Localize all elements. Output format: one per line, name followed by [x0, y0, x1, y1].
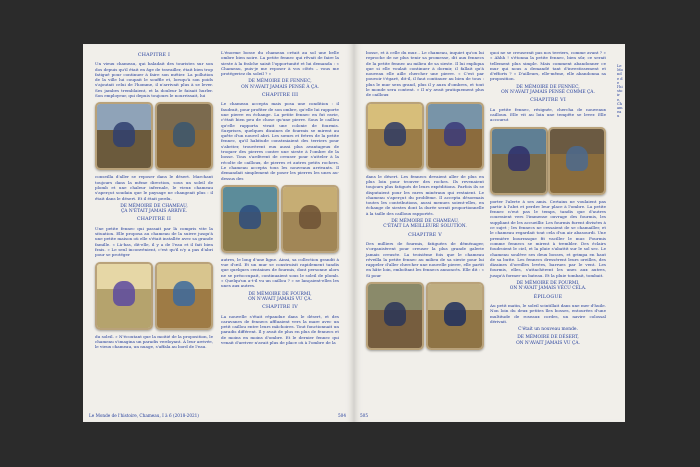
refrain-line: ON N'AVAIT JAMAIS PENSÉ À ÇA. — [241, 84, 319, 90]
refrain-line: DE MÉMOIRE DE FOURMI, — [516, 281, 580, 287]
plate-figure — [566, 146, 588, 170]
chapter-heading: CHAPITRE V — [408, 232, 442, 238]
running-footer: Le Monde de l'histoire, Chameau, I à 6 (2018-2021) — [89, 413, 199, 418]
illustration-plate — [548, 127, 606, 195]
page-number: 505 — [360, 413, 368, 418]
refrain-line: C'ÉTAIT LA MEILLEURE SOLUTION. — [383, 224, 467, 230]
refrain-line: DE MÉMOIRE DE FENNEC, — [516, 84, 580, 90]
refrain-line: DE MÉMOIRE DE CHAMEAU, — [391, 219, 459, 225]
chapter-heading: CHAPITRE III — [261, 93, 299, 99]
refrain — [95, 204, 213, 215]
paragraph: La petite fennec, résignée, chercha de nouveaux cailloux. Elle vit au loin une tempête se lever. Elle accourut — [490, 106, 606, 123]
plate-figure — [508, 146, 530, 170]
left-page — [83, 44, 354, 422]
refrain — [366, 219, 484, 230]
refrain — [490, 335, 606, 346]
paragraph: dans le désert. Les fennecs devaient aller de plus en plus loin pour trouver des roches. Ils revenaient toujours plus fatigués de leurs expéditions. Parfois ils se disputaient pour les rares minéraux qui restaient. Le chameau s'aperçut du problème. Il accepta désormais toutes les contributions, aussi menues soient-elles, en échange de siestes dont la durée serait proportionnelle à la taille des cailloux rapportés. — [366, 173, 484, 216]
paragraph: conseilla d'aller se reposer dans le désert. Marchant toujours dans la même direction, sous un soleil de plomb et une chaleur infernale, le vieux chameau s'aperçut soudain que le paysage ne changeait plus : il était dans le désert. Et il était perdu. — [95, 174, 213, 201]
illustration-row — [490, 127, 606, 195]
plate-figure — [113, 122, 135, 146]
chapter-heading: CHAPITRE II — [136, 217, 172, 223]
plate-figure — [113, 281, 135, 305]
plate-figure — [384, 302, 406, 326]
left-column-2 — [221, 50, 339, 346]
refrain — [221, 292, 339, 303]
refrain-line: ON N'AVAIT JAMAIS VU ÇA. — [516, 340, 580, 346]
plate-figure — [173, 122, 195, 146]
right-page — [354, 44, 625, 422]
refrain-line: DE MÉMOIRE DE DÉSERT, — [517, 335, 579, 341]
illustration-plate — [426, 282, 484, 350]
refrain-line: ON N'AVAIT JAMAIS VÉCU CELA. — [509, 286, 587, 292]
paragraph: porter l'alerte à ses amis. Certains ne voulaient pas partir à l'abri et perdre leur place à l'ombre. La petite fennec n'eut pas le temps, tandis que d'autres courraient vers l'immense ouvrage des fourmis, les suppliant de les accueillir. Les fourmis furent divisées à ce sujet ; les fennecs ne cessaient de se chamailler, et le chameau regardait tout cela d'un air abasourdi. Une première bourrasque fit vaciller le mur. Fourmis comme fennecs se mirent à trembler. Des éclairs foudroient le ciel, et la pluie s'abattit sur le sol sec. Le chameau soulève ses deux bosses, et grimpa en haut de sa butte. Les fennecs dressèrent leurs oreilles, des dizaines d'oreilles levées, barrues par le vent. Les fourmis, elles, s'attachèrent les unes aux autres, jusqu'à former un bateau. Et la pluie tombait, tombait. — [490, 198, 606, 278]
illustration-row — [95, 262, 213, 330]
illustration-plate — [426, 102, 484, 170]
paragraph: Des milliers de fourmis, fatiguées de déménager, s'organisèrent pour creuser la plus grande galerie jamais creusée. La troisième fois que le chameau réveilla la petite fennec au milieu de sa sieste pour lui rappeler d'aller chercher une nouvelle pierre, elle partit en hâte loin, emboîtant les fennecs annoncés. Elle dit : « Si pour — [366, 240, 484, 278]
chapter-heading: ÉPILOGUE — [533, 294, 563, 300]
paragraph: autres, le long d'une ligne. Ainsi, sa collection grandit à vue d'œil. Et un mur se construisit rapidement tandis que quelques centaines de fourmis, dont personne alors ne se préoccupait, continuaient sous le soleil de plomb. « Quelqu'un a-t-il vu un caillou ? » se lançaient-elles les unes aux autres. — [221, 256, 339, 289]
paragraph: Un vieux chameau, qui baladait des touristes sur son dos depuis qu'il était en âge de travailler, était bien trop fatigué pour continuer à faire son métier. La pollution de la ville lui coupait le souffle et, lorsqu'à son poids s'ajoutait celui de l'homme, il n'arrivait plus à se lever. Ses jambes tremblaient, et la douleur le faisait hurler. Son employeur, qui depuis toujours le nourrissait, lui — [95, 61, 213, 99]
refrain-line: ÇA N'ÉTAIT JAMAIS ARRIVÉ. — [120, 209, 188, 215]
plate-figure — [173, 281, 195, 305]
illustration-plate — [366, 102, 424, 170]
illustration-row — [221, 185, 339, 253]
refrain-line: DE MÉMOIRE DE FOURMI, — [248, 291, 312, 297]
illustration-plate — [490, 127, 548, 195]
illustration-plate — [155, 262, 213, 330]
paragraph: bosse, et à celle du mur... Le chameau, inquiet qu'on lui reproche de ne plus tenir sa promesse, dit aux fennecs de la petite fennec au milieu de sa sieste. Il lui expliqua que si elle voulait continuer à dormir, il fallait qu'à nouveau elle aille chercher une pierre. « C'est par pouvoir t'égaré, dit-il, il faut continuer au bien de tous : plus le mur sera grand, plus il y aura d'ombres, et tout le monde sera content. » Il n'y avait pratiquement plus de cailloux — [366, 50, 484, 98]
plate-figure — [444, 302, 466, 326]
paragraph: La nouvelle s'était répandue dans le désert, et des caravanes de fennecs affluaient vers la mare avec un petit caillou entre leurs mâchoires. Tout fonctionnait un paradis différent. Il y avait de plus en plus de fennecs et de moins en moins d'ombre. Et le dernier fennec qui venait d'arriver n'avait plus de place où à l'ombre de la — [221, 313, 339, 345]
refrain-line: DE MÉMOIRE DE FENNEC, — [248, 79, 312, 85]
paragraph: du soleil. » N'écoutant que la moitié de la proposition, le chameau s'imagina un paradis verdoyant. À leur arrivée, le vieux chameau, un nuage, s'affala au bord de l'eau. — [95, 333, 214, 350]
paragraph: Au petit matin, le soleil scintillait dans une mer d'huile. Non loin du deux petites îles bosses, entourées d'une multitude de roseaux cordes, un navire colossal dérivait. — [490, 302, 606, 324]
refrain-line: DE MÉMOIRE DE CHAMEAU, — [120, 203, 188, 209]
illustration-row — [366, 102, 484, 170]
refrain — [221, 79, 339, 90]
plate-figure — [299, 205, 321, 229]
illustration-plate — [366, 282, 424, 350]
refrain-line: ON N'AVAIT JAMAIS PENSÉ COMME ÇA. — [501, 90, 595, 96]
illustration-plate — [95, 102, 153, 170]
paragraph: Le chameau accepta mais posa une condition : il faudrait, pour profiter de son ombre, qu'elle lui rapporte une pierre en échange. La petite fennec en fut ravie, c'était bien peu de chose qu'une pierre. Sous le caillou qu'elle rapporta vivait une colonie de fourmis. Surprises, quelques dizaines de fourmis se mirent au quête d'un nouvel abri. Les sœurs et frères de la petite fennec, qu'il habitude constraiaient des terriers pour s'abriter, trouvèrent eux aussi plus avantageux de troquer des pierres contre une sieste à l'ombre de la bosse. Tous s'ardèrent de creuser pour s'atteler à la récolte de cailloux, de pierres et autres petits rochers. Le chameau accepta tous les nouveaux arrivants. Il demandait simplement de poser les pierres les unes au-dessus des — [221, 101, 339, 181]
vertical-side-text: Le Monde de l'histoire, Chameau — [617, 64, 623, 119]
illustration-plate — [281, 185, 339, 253]
illustration-plate — [95, 262, 153, 330]
paragraph: L'énorme bosse du chameau créait au sol une belle ombre bien noire. La petite fennec qui rêvait de faire la sieste à la fraîche saisit l'opportunité et lui demanda : « Chameau, puis-je me reposer à vos côtés – vous me protégeriez du soleil ? » — [221, 50, 339, 77]
right-column-2 — [490, 50, 606, 349]
chapter-heading: CHAPITRE I — [137, 53, 171, 58]
right-column-1 — [366, 50, 484, 354]
plate-figure — [239, 205, 261, 229]
refrain-line: ON N'AVAIT JAMAIS VU ÇA. — [248, 296, 312, 302]
chapter-heading: CHAPITRE VI — [530, 98, 566, 104]
illustration-row — [366, 282, 484, 350]
chapter-heading: CHAPITRE IV — [262, 305, 298, 311]
paragraph: Une petite fennec qui passait par là compris vite la situation. Elle proposa au chameau de la suivre jusqu'à une petite maison où elle s'était installée avec sa grande famille. « Là-bas, dit-elle, il y a de l'eau et il fait bien frais. » Le seul inconvénient, c'est qu'il n'y a pas d'abri pour se protéger — [95, 225, 213, 258]
plate-figure — [444, 122, 466, 146]
left-column-1 — [95, 50, 213, 350]
page-number: 504 — [338, 413, 346, 418]
illustration-plate — [221, 185, 279, 253]
plate-figure — [384, 122, 406, 146]
refrain — [490, 281, 606, 292]
refrain — [490, 85, 606, 96]
paragraph: quoi ne se creuserait pas nos terriers, comme avant ? » « Ahhh ! s'étonna la petite fennec, bien sûr, ce serait tellement plus simple. Mais comment abandonner ce mur qui nous a demandé tant d'investissement et d'efforts ? » D'ailleurs, elle-même, elle abandonna sa proposition. — [490, 50, 606, 82]
closing-line: C'était un nouveau monde. — [518, 327, 578, 333]
illustration-row — [95, 102, 213, 170]
illustration-plate — [155, 102, 213, 170]
